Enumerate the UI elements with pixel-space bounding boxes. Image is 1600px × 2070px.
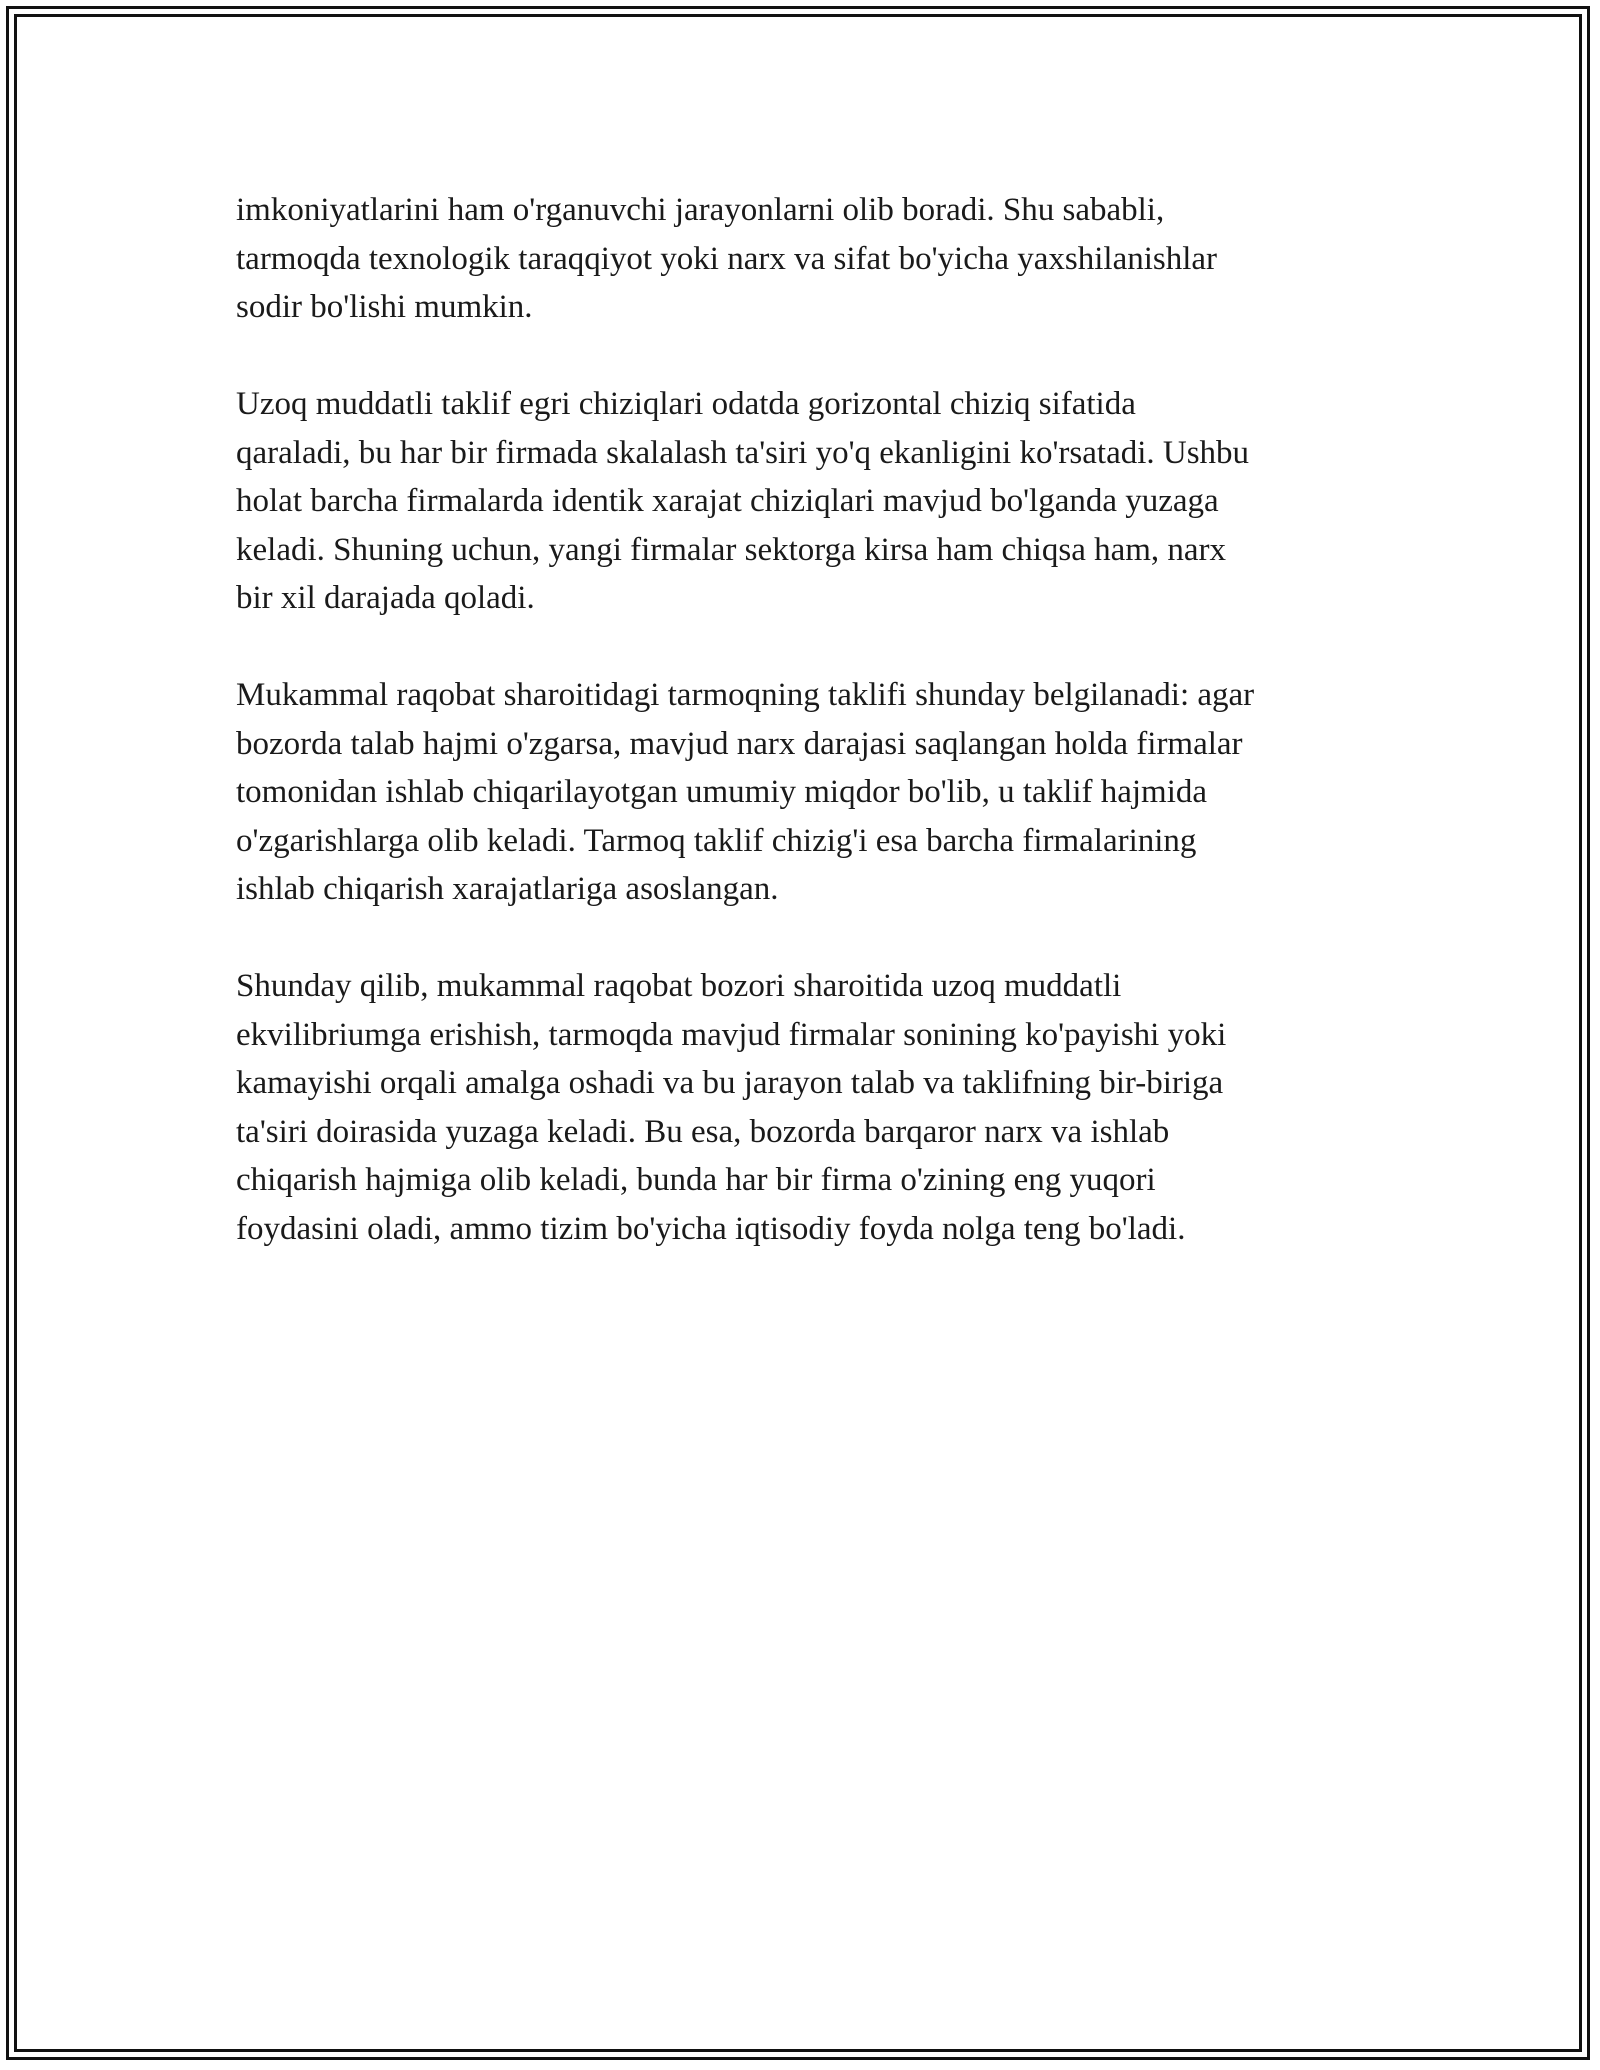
text-line: bozorda talab hajmi o'zgarsa, mavjud narx darajasi saqlangan holda firmalar: [236, 725, 1243, 762]
text-line: chiqarish hajmiga olib keladi, bunda har bir firma o'zining eng yuqori: [236, 1162, 1156, 1198]
text-line: ta'siri doirasida yuzaga keladi. Bu esa, bozorda barqaror narx va ishlab: [236, 1113, 1170, 1150]
paragraph-2: [236, 380, 1386, 623]
text-line: foydasini oladi, ammo tizim bo'yicha iqtisodiy foyda nolga teng bo'ladi.: [236, 1210, 1186, 1247]
text-line: tarmoqda texnologik taraqqiyot yoki narx va sifat bo'yicha yaxshilanishlar: [236, 240, 1218, 277]
text-line: qaraladi, bu har bir firmada skalalash ta'siri yo'q ekanligini ko'rsatadi. Ushbu: [236, 434, 1250, 471]
text-line: keladi. Shuning uchun, yangi firmalar sektorga kirsa ham chiqsa ham, narx: [236, 531, 1227, 568]
text-line: ekvilibriumga erishish, tarmoqda mavjud firmalar sonining ko'payishi yoki: [236, 1016, 1227, 1053]
text-line: o'zgarishlarga olib keladi. Tarmoq taklif chizig'i esa barcha firmalarining: [236, 822, 1197, 859]
paragraph-3: [236, 671, 1386, 914]
text-line: tomonidan ishlab chiqarilayotgan umumiy miqdor bo'lib, u taklif hajmida: [236, 774, 1208, 810]
text-line: bir xil darajada qoladi.: [236, 580, 535, 616]
text-line: ishlab chiqarish xarajatlariga asoslangan.: [236, 871, 779, 907]
text-line: Mukammal raqobat sharoitidagi tarmoqning taklifi shunday belgilanadi: agar: [236, 677, 1255, 713]
text-line: Shunday qilib, mukammal raqobat bozori sharoitida uzoq muddatli: [236, 968, 1122, 1004]
paragraph-4: [236, 962, 1386, 1253]
text-line: imkoniyatlarini ham o'rganuvchi jarayonlarni olib boradi. Shu sababli,: [236, 192, 1165, 228]
text-line: Uzoq muddatli taklif egri chiziqlari odatda gorizontal chiziq sifatida: [236, 386, 1136, 422]
text-line: sodir bo'lishi mumkin.: [236, 289, 533, 325]
text-line: kamayishi orqali amalga oshadi va bu jarayon talab va taklifning bir-biriga: [236, 1065, 1224, 1101]
document-body: [236, 186, 1386, 1302]
paragraph-1: [236, 186, 1386, 332]
text-line: holat barcha firmalarda identik xarajat chiziqlari mavjud bo'lganda yuzaga: [236, 483, 1219, 519]
